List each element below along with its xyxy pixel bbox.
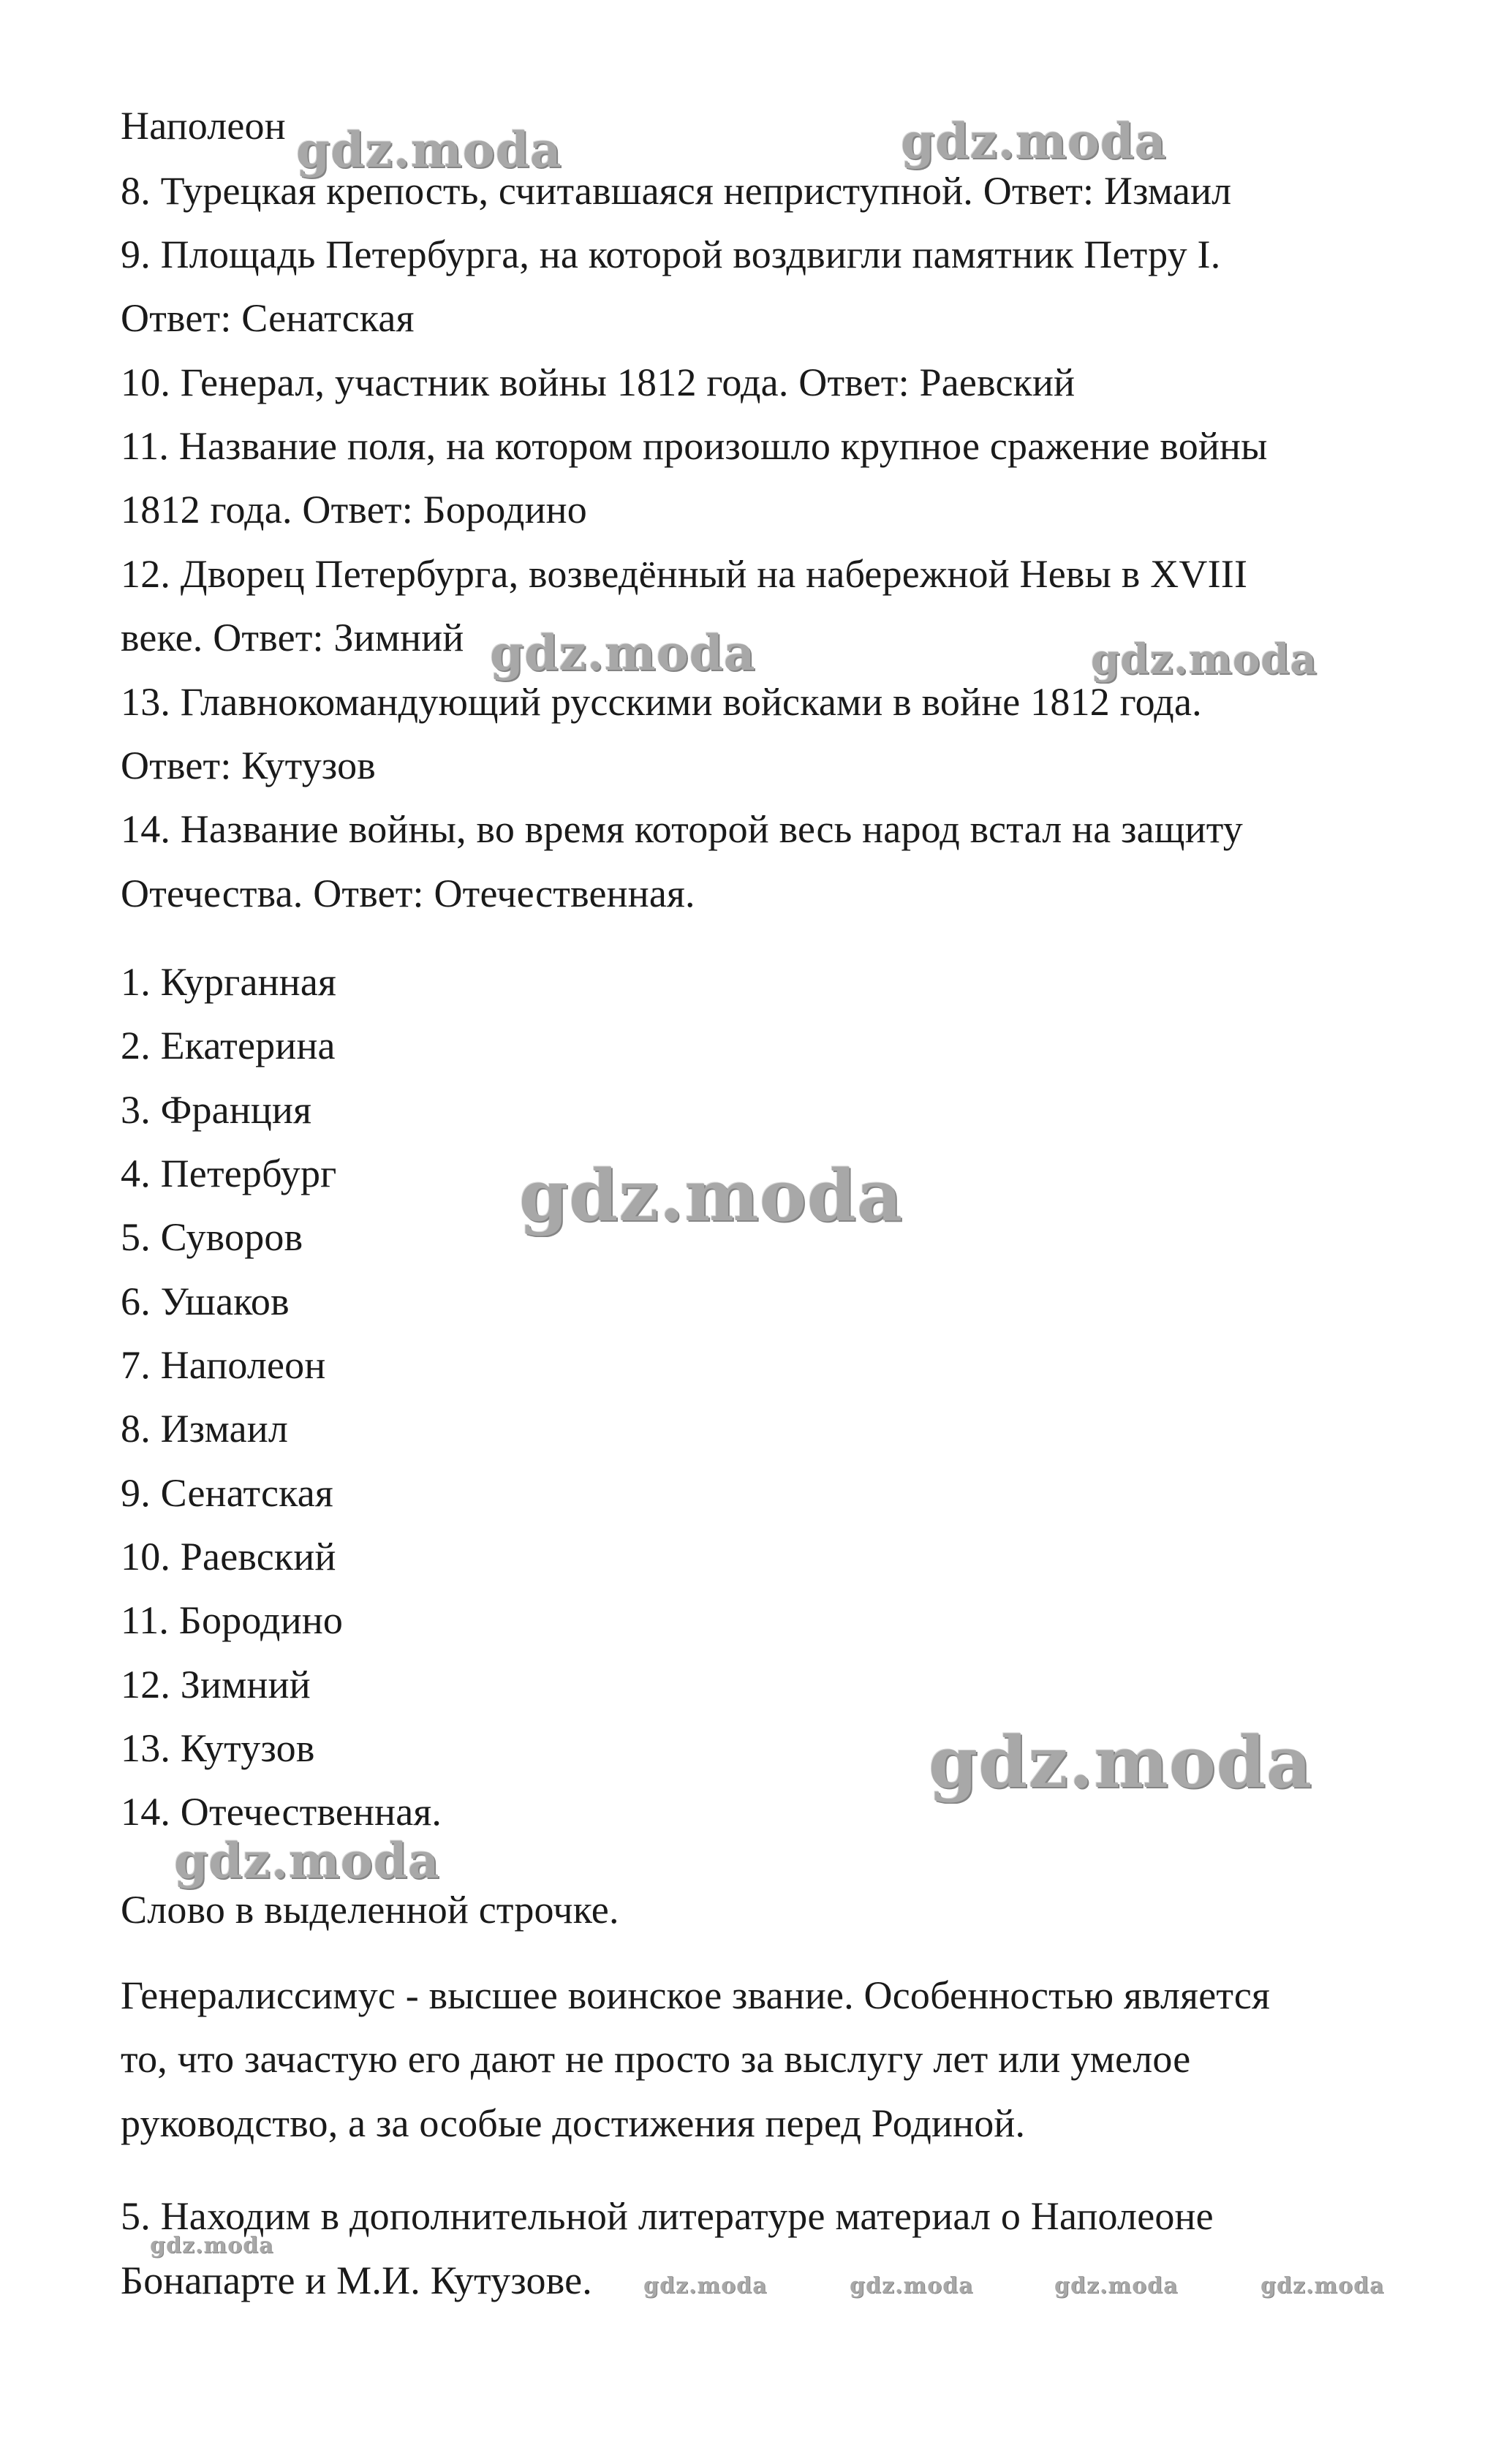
text-line: Наполеон <box>121 104 286 148</box>
answer-item: 13. Кутузов <box>121 1726 315 1770</box>
answer-item: 12. Зимний <box>121 1663 311 1706</box>
answer-item: 7. Наполеон <box>121 1343 326 1387</box>
answer-item: 5. Суворов <box>121 1215 303 1259</box>
answer-item: 2. Екатерина <box>121 1024 336 1067</box>
paragraph-line: то, что зачастую его дают не просто за выслугу лет или умелое <box>121 2037 1191 2081</box>
text-line: 14. Название войны, во время которой весь народ встал на защиту <box>121 807 1243 851</box>
text-line: 1812 года. Ответ: Бородино <box>121 488 587 532</box>
watermark: gdz.moda <box>150 2233 274 2258</box>
paragraph-line: Генералиссимус - высшее воинское звание. Особенностью является <box>121 1973 1271 2017</box>
answer-item: 9. Сенатская <box>121 1471 333 1515</box>
task-line: 5. Находим в дополнительной литературе материал о Наполеоне <box>121 2194 1214 2238</box>
task-line: Бонапарте и М.И. Кутузове. <box>121 2258 592 2302</box>
answer-item: 1. Курганная <box>121 960 337 1004</box>
text-line: Ответ: Кутузов <box>121 744 377 787</box>
watermark: gdz.moda <box>850 2273 974 2299</box>
watermark: gdz.moda <box>929 1721 1313 1804</box>
text-line: 10. Генерал, участник войны 1812 года. Ответ: Раевский <box>121 360 1076 404</box>
text-line: 13. Главнокомандующий русскими войсками в войне 1812 года. <box>121 680 1202 724</box>
watermark: gdz.moda <box>490 624 756 681</box>
watermark: gdz.moda <box>1091 635 1318 684</box>
answer-item: 6. Ушаков <box>121 1279 290 1323</box>
watermark: gdz.moda <box>1054 2273 1179 2299</box>
text-line: Отечества. Ответ: Отечественная. <box>121 872 695 915</box>
answer-item: 10. Раевский <box>121 1535 336 1579</box>
text-line: 8. Турецкая крепость, считавшаяся неприступной. Ответ: Измаил <box>121 169 1232 213</box>
answer-item: 8. Измаил <box>121 1407 288 1451</box>
answer-item: 3. Франция <box>121 1088 312 1132</box>
watermark: gdz.moda <box>901 113 1167 170</box>
watermark: gdz.moda <box>1260 2273 1385 2299</box>
watermark: gdz.moda <box>519 1154 904 1237</box>
text-line: 9. Площадь Петербурга, на которой воздвигли памятник Петру I. <box>121 233 1221 276</box>
text-line: веке. Ответ: Зимний <box>121 616 464 659</box>
answer-item: 14. Отечественная. <box>121 1790 442 1834</box>
watermark: gdz.moda <box>296 121 562 178</box>
text-line: Ответ: Сенатская <box>121 296 415 340</box>
answer-item: 4. Петербург <box>121 1152 337 1195</box>
text-line: 11. Название поля, на котором произошло крупное сражение войны <box>121 424 1268 468</box>
answer-item: 11. Бородино <box>121 1598 344 1642</box>
watermark: gdz.moda <box>643 2273 768 2299</box>
paragraph-line: руководство, а за особые достижения перед Родиной. <box>121 2101 1026 2145</box>
text-line: 12. Дворец Петербурга, возведённый на набережной Невы в XVIII <box>121 552 1248 596</box>
word-note: Слово в выделенной строчке. <box>121 1888 619 1932</box>
watermark: gdz.moda <box>174 1832 440 1889</box>
